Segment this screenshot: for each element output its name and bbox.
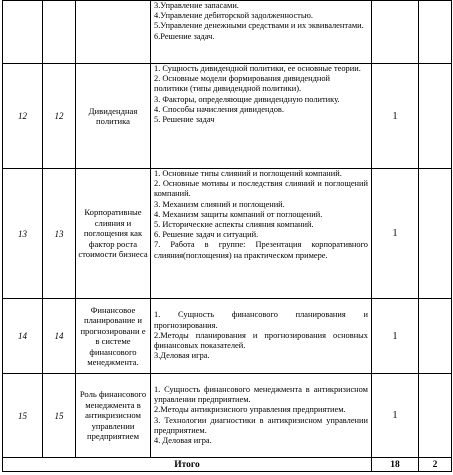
row-number-cell — [43, 1, 76, 64]
topic-title-cell: Роль финансового менеджмента в антикризисном управлении предприятием — [76, 374, 151, 458]
total-row — [3, 458, 452, 472]
content-line: 4.Управление дебиторской задолженностью. — [154, 11, 313, 21]
total-hours: 18 — [372, 458, 419, 472]
row-number-cell — [3, 1, 43, 64]
topic-content-cell — [151, 64, 372, 169]
empty-cell — [419, 64, 452, 169]
content-line: 2. Основные мотивы и последствия слияний и поглощений компаний. — [154, 179, 368, 199]
curriculum-table — [2, 0, 452, 472]
row-number-cell: 13 — [43, 169, 76, 299]
content-line: 5. Решение задач — [154, 115, 215, 125]
topic-title-cell — [76, 1, 151, 64]
content-line: 4. Деловая игра. — [154, 435, 212, 445]
content-line: 6. Решение задач и ситуаций. — [154, 230, 259, 240]
content-line: 4. Механизм защиты компаний от поглощений. — [154, 209, 323, 219]
topic-content-cell — [151, 169, 372, 299]
content-line: 2.Методы планирования и прогнозирования основных финансовых показателей. — [154, 330, 368, 351]
content-line: 3.Деловая игра. — [154, 351, 210, 361]
content-line: 3. Факторы, определяющие дивидендную политику. — [154, 94, 340, 104]
row-number-cell: 15 — [3, 374, 43, 458]
topic-title-cell: Корпоративные слияния и поглощения как фактор роста стоимости бизнеса — [76, 169, 151, 299]
topic-title-cell: Дивидендная политика — [76, 64, 151, 169]
content-line: 1. Сущность финансового планирования и прогнозирования. — [154, 310, 368, 330]
hours-cell: 1 — [372, 299, 419, 374]
row-number-cell: 13 — [3, 169, 43, 299]
content-line: 1. Сущность финансового менеджмента в антикризисном управлении предприятием. — [154, 384, 368, 405]
content-line: 3.Управление запасами. — [154, 1, 239, 10]
content-line: 3. Механизм слияний и поглощений. — [154, 199, 285, 209]
topic-content-cell — [151, 374, 372, 458]
empty-cell — [419, 374, 452, 458]
total-label: Итого — [3, 458, 372, 472]
row-number-cell: 12 — [3, 64, 43, 169]
topic-content-cell — [151, 299, 372, 374]
empty-cell — [419, 1, 452, 64]
content-line: 5. Исторические аспекты слияния компаний. — [154, 220, 314, 230]
empty-cell — [419, 299, 452, 374]
hours-cell: 1 — [372, 169, 419, 299]
content-line: 2.Методы антикризисного управления предприятием. — [154, 405, 346, 415]
table-row — [3, 1, 452, 64]
total-extra: 2 — [419, 458, 452, 472]
topic-content-cell — [151, 1, 372, 64]
table-row — [3, 374, 452, 458]
table-row — [3, 299, 452, 374]
hours-cell: 1 — [372, 64, 419, 169]
content-line: 5.Управление денежными средствами и их эквивалентами. — [154, 21, 364, 31]
content-line: 1. Сущность дивидендной политики, ее основные теории. — [154, 64, 361, 73]
content-line: 1. Основные типы слияний и поглощений компаний. — [154, 169, 342, 178]
topic-title-cell: Финансовое планирование и прогнозировани е в системе финансового менеджмента. — [76, 299, 151, 374]
content-line: 7. Работа в группе: Презентация корпоративного слияния(поглощения) на практическом примере. — [154, 240, 368, 260]
content-line: 2. Основные модели формирования дивидендной — [154, 74, 331, 84]
content-line: 4. Способы начисления дивидендов. — [154, 104, 284, 114]
hours-cell — [372, 1, 419, 64]
table-row — [3, 169, 452, 299]
content-line: 3. Технологии диагностики в антикризисном управлении предприятием. — [154, 415, 368, 435]
content-line: 6.Решение задач. — [154, 31, 215, 41]
row-number-cell: 14 — [43, 299, 76, 374]
empty-cell — [419, 169, 452, 299]
row-number-cell: 14 — [3, 299, 43, 374]
row-number-cell: 15 — [43, 374, 76, 458]
row-number-cell: 12 — [43, 64, 76, 169]
hours-cell: 1 — [372, 374, 419, 458]
content-line: политики (типы дивидендной политики). — [154, 84, 302, 94]
table-row — [3, 64, 452, 169]
